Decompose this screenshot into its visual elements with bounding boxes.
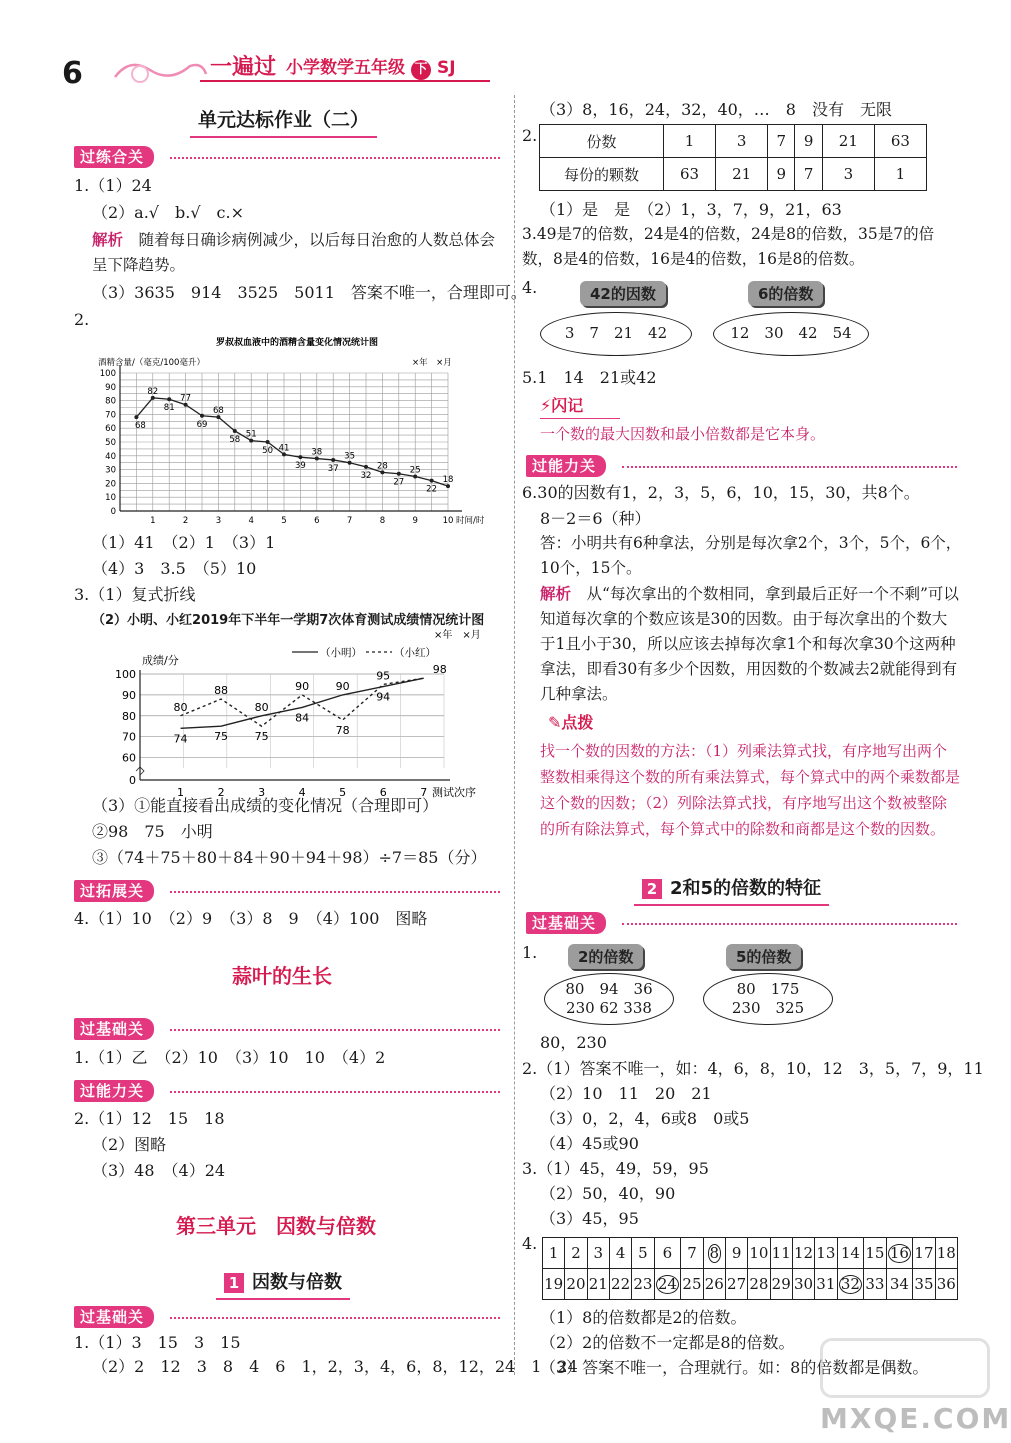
- data-label: 37: [327, 463, 339, 474]
- data-label: 80: [173, 700, 188, 714]
- y-tick-label: 90: [122, 688, 136, 702]
- alcohol-chart: [92, 333, 502, 528]
- q3-4: ②98 75 小明: [92, 822, 213, 841]
- oval-label: 5的倍数: [726, 944, 801, 969]
- l1-q1-2: （2）2 12 3 8 4 6 1，2，3，4，6，8，12，24 1 24: [92, 1357, 578, 1376]
- l1-q1-1: 1.（1）3 15 3 15: [74, 1333, 241, 1352]
- q3-3: （3）①能直接看出成绩的变化情况（合理即可）: [92, 796, 439, 815]
- y-tick-label: 40: [105, 451, 116, 462]
- x-tick-label: 2: [182, 516, 189, 526]
- data-label: 94: [376, 690, 391, 704]
- dots-divider: [170, 1317, 500, 1319]
- oval-label: 6的倍数: [748, 281, 823, 306]
- data-label: 81: [163, 403, 175, 414]
- grid-cell: 23: [632, 1269, 654, 1300]
- grid-cell: 4: [609, 1238, 631, 1269]
- s2-q2-3: （3）48 （4）24: [92, 1161, 226, 1180]
- grid-cell: 31: [815, 1269, 837, 1300]
- grid-cell: [654, 1269, 681, 1300]
- x-tick-label: 3: [258, 786, 266, 799]
- table-cell: 1: [874, 158, 926, 191]
- r2-q4-2: （2）2的倍数不一定都是8的倍数。: [540, 1333, 795, 1352]
- r2-q1-ans: 80，230: [540, 1033, 607, 1052]
- circled-number: 24: [657, 1274, 677, 1293]
- s2-q1: 1.（1）乙 （2）10 （3）10 10 （4）2: [74, 1048, 386, 1067]
- s2-q2-1: 2.（1）12 15 18: [74, 1109, 225, 1128]
- grid-cell: 7: [681, 1238, 703, 1269]
- x-tick-label: 4: [298, 786, 306, 799]
- data-label: 98: [432, 663, 447, 677]
- table-cell: 9: [795, 125, 822, 158]
- data-point: [331, 458, 335, 462]
- score-chart: [92, 628, 502, 799]
- y-axis-label: 酒精含量/（毫克/100毫升）: [98, 358, 205, 368]
- grid-cell: 25: [681, 1269, 703, 1300]
- dianbo-text: 找一个数的因数的方法：（1）列乘法算式找，有序地写出两个整数相乘得这个数的所有乘法算式，每个算式中的两个乘数都是这个数的因数；（2）列除法算式找，有序地写出这个数被整除的所有除法算式，每个算式中的除数和商都是这个数的因数。: [540, 742, 961, 838]
- data-label: 75: [214, 730, 229, 744]
- grid-cell: 21: [587, 1269, 609, 1300]
- lesson1-title: 1 因数与倍数: [216, 1268, 350, 1300]
- q2-answers-b: （4）3 3.5 （5）10: [92, 559, 257, 578]
- y-tick-label: 10: [105, 493, 116, 504]
- r-q6-3: 答：小明共有6种拿法，分别是每次拿2个，3个，5个，6个，10个，15个。: [540, 534, 962, 577]
- data-point: [200, 414, 204, 418]
- grid-cell: 2: [565, 1238, 587, 1269]
- number-grid: [542, 1237, 958, 1300]
- shanji-label: ⚡闪记: [540, 396, 584, 415]
- grid-cell: 1: [543, 1238, 565, 1269]
- y-tick-label: 90: [105, 382, 116, 393]
- data-point: [233, 429, 237, 433]
- y-tick-label: 0: [110, 507, 116, 517]
- data-label: 90: [295, 679, 310, 693]
- grid-cell: 27: [725, 1269, 747, 1300]
- x-tick-label: 3: [215, 516, 222, 526]
- shanji-text: 一个数的最大因数和最小倍数都是它本身。: [540, 425, 826, 443]
- data-label: 58: [229, 434, 241, 445]
- grid-cell: 35: [913, 1269, 935, 1300]
- data-label: 77: [180, 393, 192, 404]
- label-guoji: 过练合关: [74, 146, 154, 168]
- r-q2-ans: （1）是 是 （2）1，3，7，9，21，63: [540, 200, 842, 219]
- data-label: 82: [147, 386, 159, 397]
- grid-row: [543, 1269, 958, 1300]
- y-tick-label: 0: [129, 774, 136, 787]
- y-tick-label: 100: [115, 668, 136, 681]
- data-label: 88: [214, 684, 229, 698]
- grid-row: [543, 1238, 958, 1269]
- oval-2-multiples: 80 94 36 230 62 338: [544, 973, 674, 1025]
- table-cell: 21: [716, 158, 768, 191]
- y-tick-label: 100: [99, 369, 116, 379]
- r2-q4-1: （1）8的倍数都是2的倍数。: [540, 1308, 747, 1327]
- grid-cell: 9: [725, 1238, 747, 1269]
- r-q2: 2.: [522, 126, 538, 145]
- table-cell: 7: [768, 125, 795, 158]
- data-point: [134, 415, 138, 419]
- watermark-text: MXQE.COM: [820, 1402, 1011, 1435]
- data-label: 28: [376, 461, 388, 472]
- r2-q4: 4.: [522, 1234, 538, 1253]
- q2: 2.: [74, 310, 90, 329]
- oval-5-multiples: 80 175 230 325: [703, 973, 833, 1025]
- x-tick-label: 7: [346, 516, 353, 526]
- dianbo-label: ✎点拨: [548, 713, 594, 732]
- x-tick-label: 1: [177, 786, 185, 799]
- y-tick-label: 50: [105, 438, 116, 448]
- alcohol-chart-svg: [92, 333, 502, 528]
- x-axis-label: 时间/时: [456, 516, 485, 526]
- q3-2: （2）小明、小红2019年下半年一学期7次体育测试成绩情况统计图: [92, 613, 485, 628]
- y-tick-label: 70: [105, 410, 116, 421]
- grid-cell: 14: [837, 1238, 864, 1269]
- r2-q2-2: （2）10 11 20 21: [540, 1084, 712, 1103]
- dots-divider: [170, 1091, 500, 1093]
- r-q6-2: 8－2＝6（种）: [540, 509, 651, 528]
- grid-cell: 30: [792, 1269, 814, 1300]
- grid-cell: [886, 1238, 913, 1269]
- r2-q2-4: （4）45或90: [540, 1134, 639, 1153]
- table-cell: 7: [795, 158, 822, 191]
- oval-6-multiples: 12 30 42 54: [713, 312, 869, 356]
- x-tick-label: 7: [420, 786, 428, 799]
- r2-q4-3: （3）答案不唯一，合理就行。如：8的倍数都是偶数。: [540, 1358, 929, 1377]
- grid-cell: 28: [748, 1269, 770, 1300]
- dots-divider: [170, 157, 500, 159]
- page-number: 6: [62, 56, 83, 91]
- q3-5: ③（74＋75＋80＋84＋90＋94＋98）÷7＝85（分）: [92, 848, 487, 867]
- x-axis-label: 测试次序: [432, 786, 476, 799]
- x-tick-label: 10: [442, 516, 454, 526]
- y-tick-label: 20: [105, 479, 116, 490]
- y-tick-label: 80: [122, 709, 136, 723]
- grid-cell: 17: [913, 1238, 935, 1269]
- data-label: 68: [212, 406, 224, 417]
- data-label: 84: [295, 711, 310, 725]
- y-tick-label: 60: [105, 424, 116, 435]
- section-title-suanye: 蒜叶的生长: [232, 964, 332, 988]
- q1-1: 1.（1）24: [74, 176, 152, 195]
- x-tick-label: 9: [412, 516, 418, 526]
- table-cell: 1: [664, 125, 716, 158]
- score-chart-svg: [92, 628, 502, 799]
- r2-q3-3: （3）45，95: [540, 1209, 639, 1228]
- data-label: 41: [278, 443, 290, 454]
- dots-divider: [170, 891, 500, 893]
- label-jichu: 过基础关: [74, 1018, 154, 1040]
- grid-cell: 26: [703, 1269, 725, 1300]
- grid-cell: 19: [543, 1269, 565, 1300]
- grid-cell: 36: [935, 1269, 957, 1300]
- dots-divider: [170, 1029, 500, 1031]
- legend-label: （小红）: [394, 647, 436, 659]
- table-header: 每份的颗数: [540, 158, 664, 191]
- grid-cell: 29: [770, 1269, 792, 1300]
- x-tick-label: 4: [248, 516, 254, 526]
- s2-q2-2: （2）图略: [92, 1135, 167, 1154]
- circled-number: 32: [840, 1274, 860, 1293]
- lesson2-title: 2 2和5的倍数的特征: [634, 874, 829, 906]
- header-rule: [200, 80, 490, 82]
- data-label: 68: [134, 421, 146, 432]
- q1-2: （2）a.√ b.√ c.×: [92, 203, 244, 222]
- y-tick-label: 80: [105, 396, 116, 407]
- header-subject: 小学数学五年级 下 SJ: [286, 58, 456, 78]
- grid-cell: 11: [770, 1238, 792, 1269]
- y-tick-label: 70: [122, 730, 136, 744]
- data-label: 74: [173, 732, 188, 746]
- x-tick-label: 5: [281, 516, 287, 526]
- q2-answers-a: （1）41 （2）1 （3）1: [92, 533, 276, 552]
- header-flourish-icon: [110, 52, 210, 86]
- data-label: 50: [262, 446, 274, 456]
- data-label: 90: [335, 679, 350, 693]
- grid-cell: [837, 1269, 864, 1300]
- label-tuozhan: 过拓展关: [74, 880, 154, 902]
- oval-label: 42的因数: [580, 281, 666, 306]
- table-cell: 63: [874, 125, 926, 158]
- data-label: 80: [254, 700, 269, 714]
- data-label: 25: [409, 465, 421, 476]
- r-q3: 3.49是7的倍数，24是4的倍数，24是8的倍数，35是7的倍数，8是4的倍数，16是4的倍数，16是8的倍数。: [522, 225, 935, 268]
- oval-42-factors: 3 7 21 42: [540, 312, 692, 356]
- table-cell: 3: [822, 158, 874, 191]
- unit-title: 第三单元 因数与倍数: [176, 1214, 376, 1238]
- data-label: 22: [426, 484, 438, 495]
- grid-cell: 12: [792, 1238, 814, 1269]
- grid-cell: 5: [632, 1238, 654, 1269]
- grid-cell: 33: [864, 1269, 886, 1300]
- date-note: ×年 ×月: [412, 358, 452, 368]
- q1-analysis: 解析 随着每日确诊病例减少，以后每日治愈的人数总体会呈下降趋势。: [92, 230, 496, 274]
- section-title: 单元达标作业（二）: [190, 105, 377, 138]
- grid-cell: 20: [565, 1269, 587, 1300]
- data-point: [298, 455, 302, 459]
- grid-cell: 18: [935, 1238, 957, 1269]
- chart-title: 罗叔叔血液中的酒精含量变化情况统计图: [215, 338, 379, 348]
- r2-q3-2: （2）50，40，90: [540, 1184, 676, 1203]
- q3-1: 3.（1）复式折线: [74, 585, 196, 604]
- label-jichu-right: 过基础关: [526, 912, 606, 934]
- label-nengli: 过能力关: [74, 1080, 154, 1102]
- data-label: 38: [311, 447, 323, 458]
- r-q6-analysis: 解析 从“每次拿出的个数相同，拿到最后正好一个不剩”可以知道每次拿的个数应该是30的因数。由于每次拿出的个数大于1且小于30，所以应该去掉每次拿1个和每次拿30个这两种拿法，即看30有多少个因数，用因数的个数减去2就能得到有几种拿法。: [540, 584, 959, 703]
- dots-divider: [622, 466, 957, 468]
- y-tick-label: 60: [122, 751, 136, 765]
- table-cell: 9: [768, 158, 795, 191]
- r2-q2-1: 2.（1）答案不唯一，如：4，6，8，10，12 3，5，7，9，11: [522, 1059, 984, 1078]
- data-point: [397, 472, 401, 476]
- r2-q1: 1.: [522, 943, 538, 962]
- table-cell: 3: [716, 125, 768, 158]
- r-q5: 5.1 14 21或42: [522, 368, 657, 387]
- data-label: 95: [376, 669, 391, 683]
- grid-cell: 13: [815, 1238, 837, 1269]
- data-point: [167, 397, 171, 401]
- data-label: 51: [245, 429, 257, 440]
- y-axis-label: 成绩/分: [142, 654, 179, 667]
- grid-cell: 22: [609, 1269, 631, 1300]
- x-tick-label: 5: [339, 786, 347, 799]
- oval-label: 2的倍数: [568, 944, 643, 969]
- data-label: 32: [360, 470, 372, 481]
- x-tick-label: 6: [379, 786, 387, 799]
- volume-badge: 下: [411, 60, 431, 80]
- label-jichu-2: 过基础关: [74, 1306, 154, 1328]
- data-label: 78: [335, 723, 350, 737]
- data-point: [430, 479, 434, 483]
- q4: 4.（1）10 （2）9 （3）8 9 （4）100 图略: [74, 909, 428, 928]
- r-q4: 4.: [522, 278, 538, 297]
- x-tick-label: 1: [150, 516, 156, 526]
- grid-cell: 10: [748, 1238, 770, 1269]
- r2-q2-3: （3）0，2，4，6或8 0或5: [540, 1109, 750, 1128]
- data-point: [364, 465, 368, 469]
- r-q1-3: （3）8，16，24，32，40，… 8 没有 无限: [540, 100, 892, 119]
- share-table: [539, 124, 927, 191]
- date-note: ×年 ×月: [434, 630, 481, 641]
- data-label: 39: [294, 461, 306, 472]
- r-q6-1: 6.30的因数有1，2，3，5，6，10，15，30，共8个。: [522, 483, 920, 502]
- table-cell: 21: [822, 125, 874, 158]
- shanji-rule: [540, 418, 620, 419]
- dots-divider: [622, 923, 957, 925]
- watermark-stamp: [820, 1338, 990, 1398]
- r2-q3-1: 3.（1）45，49，59，95: [522, 1159, 709, 1178]
- data-label: 69: [196, 419, 208, 430]
- grid-cell: [703, 1238, 725, 1269]
- circled-number: 16: [889, 1243, 909, 1262]
- data-label: 18: [442, 475, 454, 486]
- x-tick-label: 8: [379, 516, 386, 526]
- y-tick-label: 30: [105, 465, 116, 476]
- data-label: 27: [393, 477, 405, 488]
- data-label: 35: [344, 451, 356, 462]
- x-tick-label: 6: [314, 516, 320, 526]
- table-header: 份数: [540, 125, 664, 158]
- data-point: [266, 440, 270, 444]
- circled-number: 8: [709, 1243, 720, 1262]
- data-label: 75: [254, 730, 269, 744]
- brand-logo: 一遍过: [210, 55, 277, 80]
- grid-cell: 34: [886, 1269, 913, 1300]
- grid-cell: 15: [864, 1238, 886, 1269]
- q1-3: （3）3635 914 3525 5011 答案不唯一，合理即可。: [92, 283, 527, 302]
- grid-cell: 6: [654, 1238, 681, 1269]
- x-tick-label: 2: [217, 786, 225, 799]
- legend-label: （小明）: [320, 647, 362, 659]
- table-cell: 63: [664, 158, 716, 191]
- label-nengli-right: 过能力关: [526, 455, 606, 477]
- grid-cell: 3: [587, 1238, 609, 1269]
